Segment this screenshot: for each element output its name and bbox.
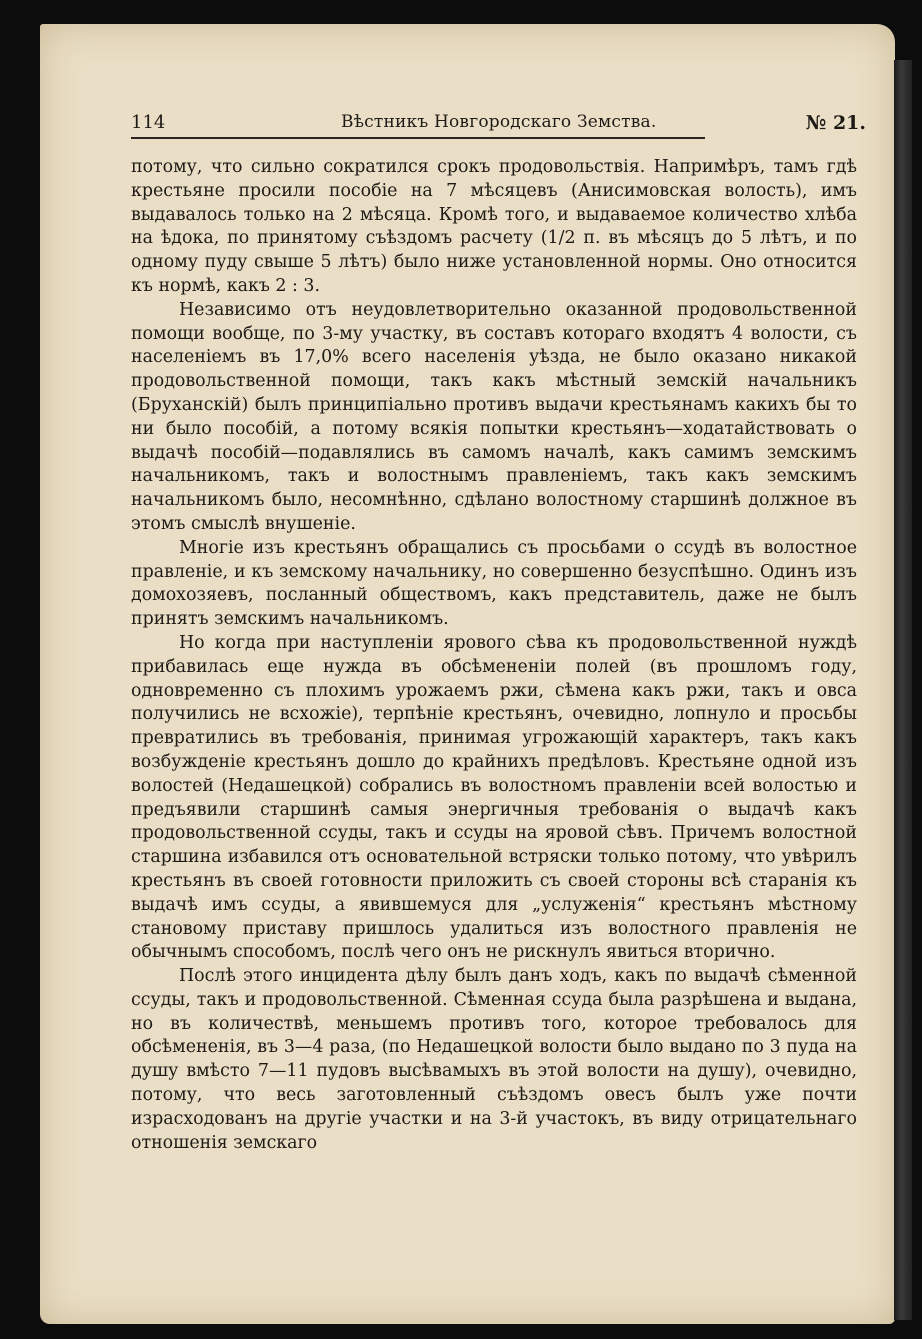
paragraph: Независимо отъ неудовлетворительно оказанной продовольственной помощи вообще, по 3-му участку, въ составъ котораго входятъ 4 волости, съ населеніемъ въ 17,0% всего населенія уѣзда, не было оказано никакой продовольственной помощи, такъ какъ мѣстный земскій начальникъ (Бруханскій) былъ принципіально противъ выдачи крестьянамъ какихъ бы то ни было пособій, а потому всякія попытки крестьянъ—ходатайствовать о выдачѣ пособій—подавлялись въ самомъ началѣ, какъ самимъ земскимъ начальникомъ, такъ и волостнымъ правленіемъ, такъ какъ земскимъ начальникомъ было, несомнѣнно, сдѣлано волостному старшинѣ должное въ этомъ смыслѣ внушеніе. [131, 299, 857, 534]
article-body [131, 156, 857, 1155]
paragraph: Но когда при наступленіи ярового сѣва къ продовольственной нуждѣ прибавилась еще нужда въ обсѣмененіи полей (въ прошломъ году, одновременно съ плохимъ урожаемъ ржи, сѣмена какъ ржи, такъ и овса получились не всхожіе), терпѣніе крестьянъ, очевидно, лопнуло и просьбы превратились въ требованія, принимая угрожающій характеръ, такъ какъ возбужденіе крестьянъ дошло до крайнихъ предѣловъ. Крестьяне одной изъ волостей (Недашецкой) собрались въ волостномъ правленіи всей волостью и предъявили старшинѣ самыя энергичныя требованія о выдачѣ какъ продовольственной ссуды, такъ и ссуды на яровой сѣвъ. Причемъ волостной старшина избавился отъ основательной встряски только потому, что увѣрилъ крестьянъ въ своей готовности приложить съ своей стороны всѣ старанія къ выдачѣ имъ ссуды, а явившемуся для „услуженія“ крестьянъ мѣстному становому приставу пришлось удалиться изъ волостного правленія не обычнымъ способомъ, послѣ чего онъ не рискнулъ явиться вторично. [131, 632, 857, 963]
journal-title: Вѣстникъ Новгородскаго Земства. [341, 112, 657, 132]
paragraph: потому, что сильно сократился срокъ продовольствія. Напримѣръ, тамъ гдѣ крестьяне просили пособіе на 7 мѣсяцевъ (Анисимовская волость), имъ выдавалось только на 2 мѣсяца. Кромѣ того, и выдаваемое количество хлѣба на ѣдока, по принятому съѣздомъ расчету (1/2 п. въ мѣсяцъ до 5 лѣтъ, и по одному пуду свыше 5 лѣтъ) было ниже установленной нормы. Оно относится къ нормѣ, какъ 2 : 3. [131, 157, 857, 296]
page-edge [894, 60, 912, 1320]
page-number: 114 [131, 112, 166, 133]
issue-number: № 21. [805, 112, 866, 134]
page-header [131, 112, 866, 138]
paragraph: Многіе изъ крестьянъ обращались съ просьбами о ссудѣ въ волостное правленіе, и къ земскому начальнику, но совершенно безуспѣшно. Одинъ изъ домохозяевъ, посланный обществомъ, какъ представитель, даже не былъ принятъ земскимъ начальникомъ. [131, 537, 857, 630]
header-rule [131, 137, 705, 139]
paragraph: Послѣ этого инцидента дѣлу былъ данъ ходъ, какъ по выдачѣ сѣменной ссуды, такъ и продовольственной. Сѣменная ссуда была разрѣшена и выдана, но въ количествѣ, меньшемъ противъ того, которое требовалось для обсѣмененія, въ 3—4 раза, (по Недашецкой волости было выдано по 3 пуда на душу вмѣсто 7—11 пудовъ высѣвамыхъ въ этой волости на душу), очевидно, потому, что весь заготовленный съѣздомъ овесъ былъ уже почти израсходованъ на другіе участки и на 3-й участокъ, въ виду отрицательнаго отношенія земскаго [131, 966, 857, 1153]
